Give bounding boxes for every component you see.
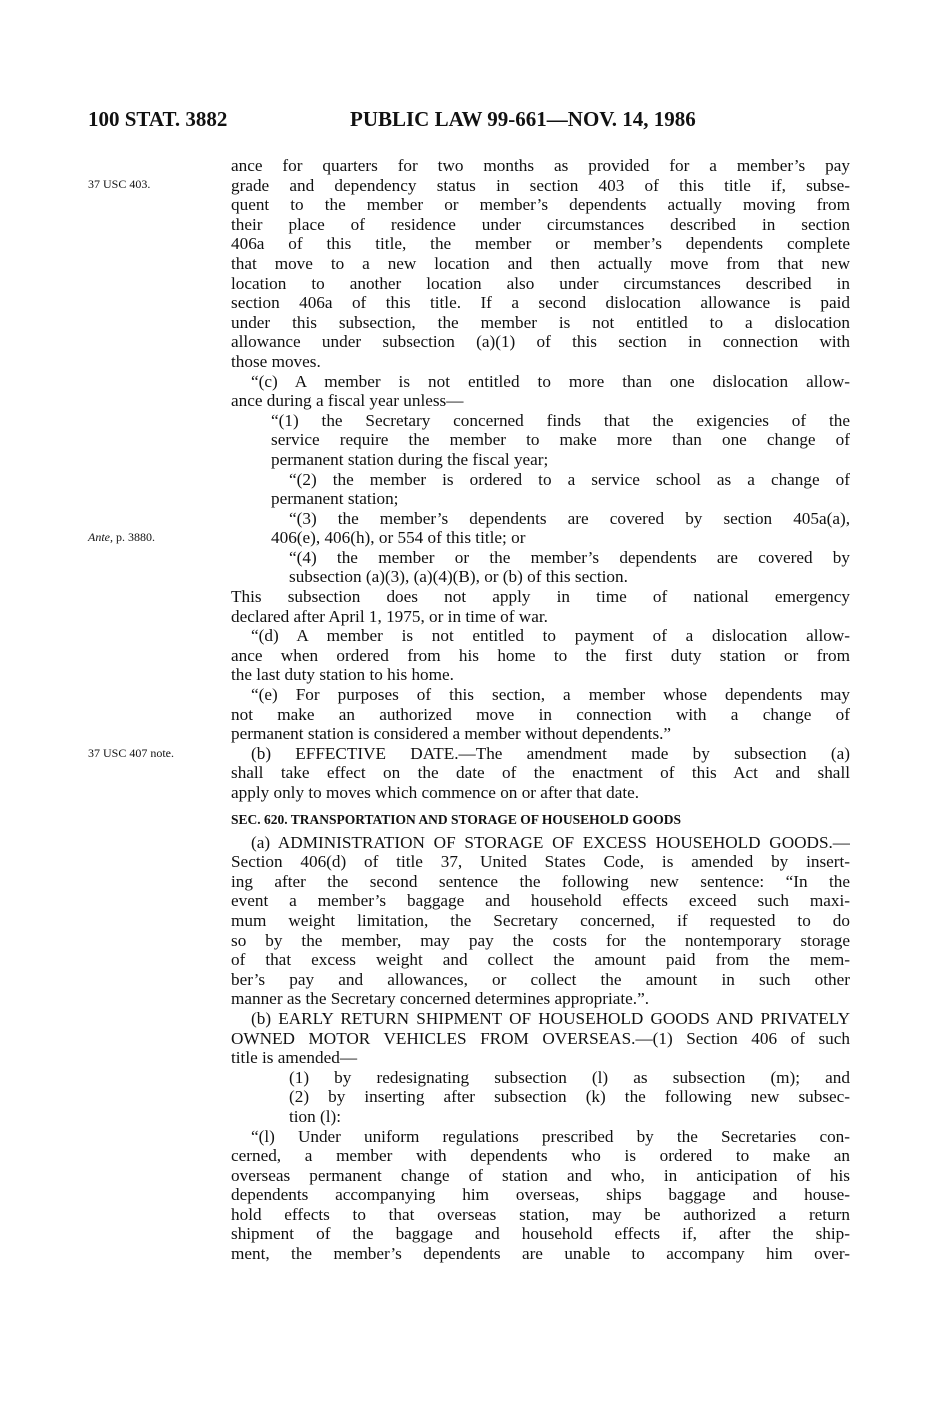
- text-line: ing after the second sentence the following new sentence: “In the: [231, 871, 850, 891]
- text-line: mum weight limitation, the Secretary concerned, if requested to do: [231, 910, 850, 930]
- text-line: the last duty station to his home.: [231, 665, 454, 685]
- text-line: OWNED MOTOR VEHICLES FROM OVERSEAS.—(1) Section 406 of such: [231, 1028, 850, 1048]
- text-line: of that excess weight and collect the amount paid from the mem-: [231, 950, 850, 970]
- text-line: that move to a new location and then actually move from that new: [231, 253, 850, 273]
- text-line: shipment of the baggage and household effects if, after the ship-: [231, 1224, 850, 1244]
- text-line: service require the member to make more than one change of: [271, 430, 850, 450]
- text-line: permanent station;: [271, 489, 399, 509]
- text-line: apply only to moves which commence on or after that date.: [231, 783, 640, 802]
- text-line: grade and dependency status in section 403 of this title if, subse-: [231, 175, 850, 195]
- public-law-reference: PUBLIC LAW 99-661—NOV. 14, 1986: [350, 107, 696, 131]
- text-line: 406(e), 406(h), or 554 of this title; or: [271, 528, 526, 548]
- text-line: “(e) For purposes of this section, a member whose dependents may: [251, 685, 850, 705]
- margin-note-ante: Ante, p. 3880.: [88, 530, 155, 544]
- text-line: 406a of this title, the member or member’s dependents complete: [231, 234, 850, 254]
- text-line: (a) ADMINISTRATION OF STORAGE OF EXCESS HOUSEHOLD GOODS.—: [251, 832, 850, 852]
- text-line: hold effects to that overseas station, may be authorized a return: [231, 1204, 850, 1224]
- text-line: shall take effect on the date of the enactment of this Act and shall: [231, 763, 850, 783]
- text-line: overseas permanent change of station and who, in anticipation of his: [231, 1165, 850, 1185]
- text-line: quent to the member or member’s dependents actually moving from: [231, 195, 850, 215]
- text-line: title is amended—: [231, 1048, 358, 1068]
- body-text: [231, 156, 850, 1264]
- text-line: their place of residence under circumstances described in section: [231, 214, 850, 234]
- text-line: dependents accompanying him overseas, ships baggage and house-: [231, 1185, 850, 1205]
- text-line: under this subsection, the member is not entitled to a dislocation: [231, 312, 850, 332]
- text-line: so by the member, may pay the costs for the nontemporary storage: [231, 930, 850, 950]
- text-line: ance when ordered from his home to the first duty station or from: [231, 645, 850, 665]
- text-line: “(c) A member is not entitled to more than one dislocation allow-: [251, 371, 850, 391]
- text-line: (b) EARLY RETURN SHIPMENT OF HOUSEHOLD GOODS AND PRIVATELY: [251, 1008, 850, 1028]
- text-line: “(3) the member’s dependents are covered by section 405a(a),: [289, 508, 850, 528]
- text-line: section 406a of this title. If a second dislocation allowance is paid: [231, 293, 850, 313]
- text-line: permanent station during the fiscal year;: [271, 449, 549, 469]
- text-line: “(4) the member or the member’s dependents are covered by: [289, 547, 850, 567]
- text-line: not make an authorized move in connection with a change of: [231, 704, 850, 724]
- text-line: event a member’s baggage and household effects exceed such maxi-: [231, 891, 850, 911]
- text-line: those moves.: [231, 351, 321, 371]
- statute-reference: 100 STAT. 3882: [88, 107, 228, 131]
- text-line: (1) by redesignating subsection (l) as subsection (m); and: [289, 1067, 850, 1087]
- page-header: [88, 107, 888, 137]
- text-line: (b) EFFECTIVE DATE.—The amendment made by subsection (a): [251, 743, 850, 763]
- text-line: location to another location also under circumstances described in: [231, 273, 850, 293]
- text-line: allowance under subsection (a)(1) of this section in connection with: [231, 332, 850, 352]
- text-line: (2) by inserting after subsection (k) the following new subsec-: [289, 1087, 850, 1107]
- text-line: Section 406(d) of title 37, United States Code, is amended by insert-: [231, 852, 850, 872]
- text-line: tion (l):: [289, 1106, 342, 1126]
- text-line: permanent station is considered a member without dependents.”: [231, 724, 672, 744]
- text-line: “(d) A member is not entitled to payment of a dislocation allow-: [251, 626, 850, 646]
- text-line: cerned, a member with dependents who is ordered to make an: [231, 1146, 850, 1166]
- section-heading: SEC. 620. TRANSPORTATION AND STORAGE OF HOUSEHOLD GOODS: [231, 811, 681, 827]
- text-line: ance for quarters for two months as provided for a member’s pay: [231, 156, 850, 175]
- text-line: This subsection does not apply in time of national emergency: [231, 587, 850, 607]
- margin-note-37-usc-403: 37 USC 403.: [88, 177, 151, 191]
- text-line: ment, the member’s dependents are unable to accompany him over-: [231, 1244, 850, 1264]
- text-line: ance during a fiscal year unless—: [231, 391, 464, 411]
- text-line: “(1) the Secretary concerned finds that the exigencies of the: [271, 410, 850, 430]
- text-line: declared after April 1, 1975, or in time of war.: [231, 606, 548, 626]
- text-line: “(l) Under uniform regulations prescribed by the Secretaries con-: [251, 1126, 850, 1146]
- margin-note-37-usc-407: 37 USC 407 note.: [88, 746, 175, 760]
- text-line: manner as the Secretary concerned determines appropriate.”.: [231, 989, 650, 1009]
- text-line: ber’s pay and allowances, or collect the amount in such other: [231, 969, 850, 989]
- text-line: “(2) the member is ordered to a service school as a change of: [289, 469, 850, 489]
- text-line: subsection (a)(3), (a)(4)(B), or (b) of this section.: [289, 567, 628, 587]
